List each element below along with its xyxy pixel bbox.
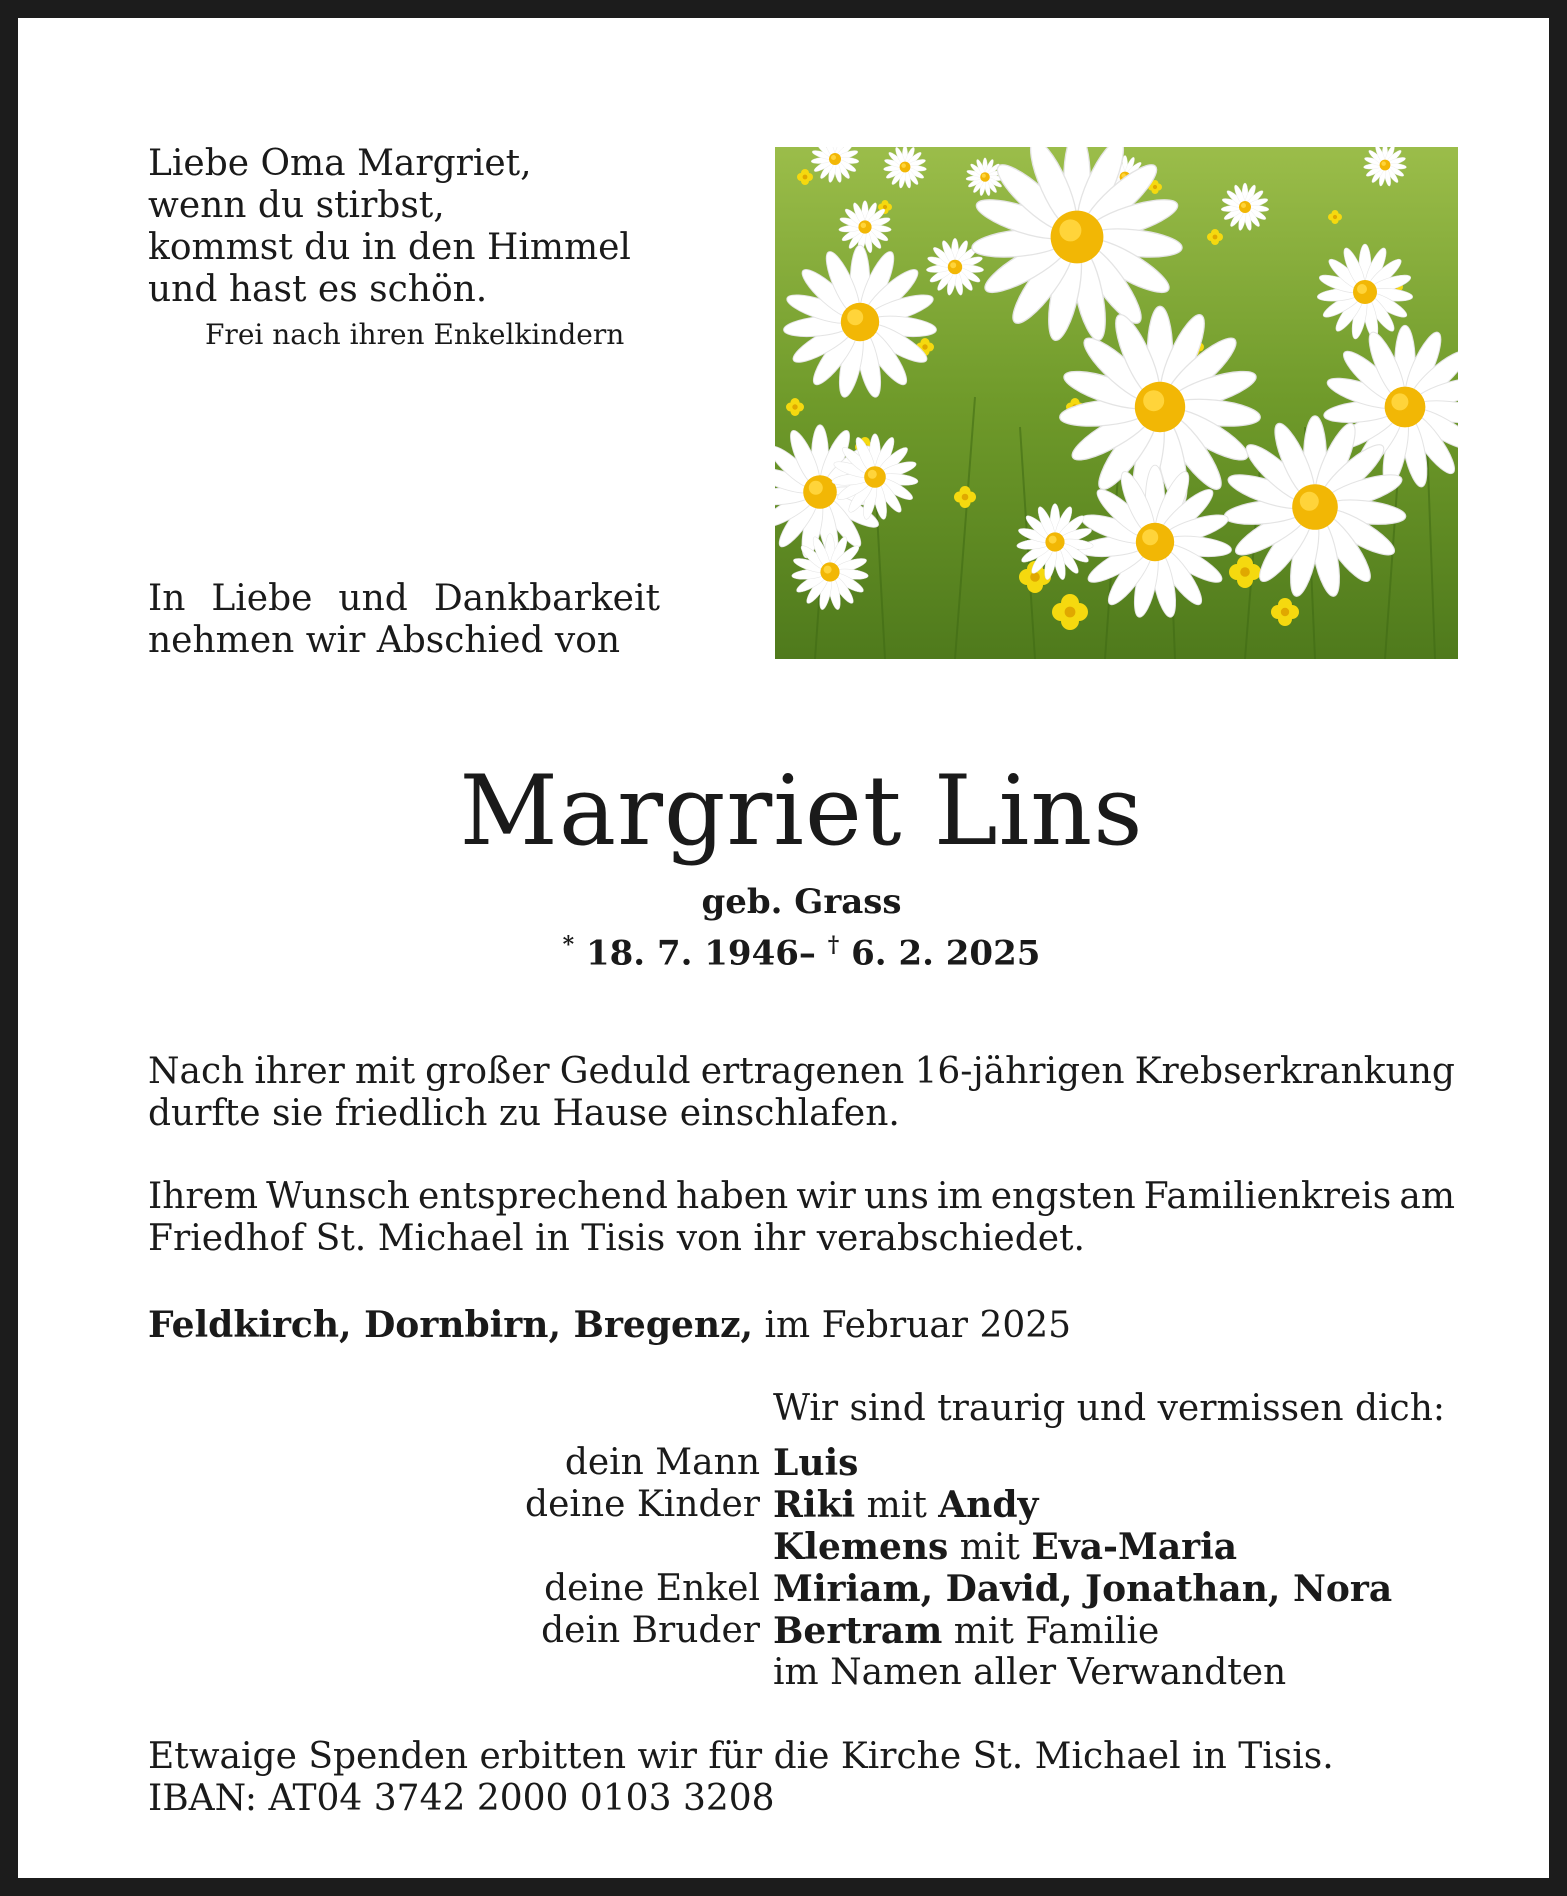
relation-label: dein Bruder [541, 1610, 760, 1651]
relation-label: dein Mann [564, 1442, 760, 1483]
word: Dankbarkeit [433, 578, 660, 619]
word: mit [354, 1051, 416, 1092]
connector: mit Familie [953, 1611, 1160, 1652]
paragraph-funeral [148, 1176, 1455, 1260]
iban: IBAN: AT04 3742 2000 0103 3208 [148, 1778, 775, 1819]
dash: – [798, 933, 816, 974]
mourner-name: Eva-Maria [1031, 1526, 1238, 1568]
death-date: 6. 2. 2025 [851, 933, 1041, 974]
word: Liebe [211, 578, 313, 619]
deceased-name: Margriet Lins [459, 755, 1144, 867]
month-year: im Februar 2025 [764, 1305, 1072, 1346]
word: engsten [990, 1176, 1136, 1217]
word: großer [425, 1051, 550, 1092]
mourner-row-grandchildren [18, 1568, 1567, 1610]
relation-label: deine Enkel [544, 1568, 760, 1609]
mourner-names [773, 1442, 858, 1484]
place-and-date [148, 1304, 1071, 1347]
farewell-line: nehmen wir Abschied von [148, 620, 621, 661]
mourner-row-children-2 [18, 1526, 1567, 1568]
places: Feldkirch, Dornbirn, Bregenz, [148, 1304, 754, 1346]
paragraph-line-justified [148, 1051, 1455, 1093]
word: im [936, 1176, 983, 1217]
farewell-text [148, 578, 660, 662]
mourner-names [773, 1484, 1038, 1526]
word: Ihrem [148, 1176, 259, 1217]
connector: mit [959, 1527, 1020, 1568]
poem [148, 143, 668, 353]
mourner-names [773, 1568, 1392, 1610]
word: und [338, 578, 408, 619]
word: In [148, 578, 186, 619]
mourners-list [18, 1442, 1567, 1694]
mourner-name: Riki [773, 1484, 856, 1526]
word: Familienkreis [1143, 1176, 1392, 1217]
mourner-names [773, 1526, 1237, 1568]
mourner-names [773, 1610, 1159, 1652]
word: Krebserkrankung [1134, 1051, 1455, 1092]
poem-attribution: Frei nach ihren Enkelkindern [205, 318, 625, 351]
relation-label-empty [18, 1652, 760, 1694]
mourner-row-relatives [18, 1652, 1567, 1694]
cross-mark: † [827, 932, 840, 958]
relation-label: deine Kinder [525, 1484, 760, 1525]
word: entsprechend [418, 1176, 668, 1217]
mourner-row-brother [18, 1610, 1567, 1652]
word: haben [676, 1176, 789, 1217]
farewell-line-justified [148, 578, 660, 620]
word: ihrer [254, 1051, 345, 1092]
donation-text: Etwaige Spenden erbitten wir für die Kirche St. Michael in Tisis. [148, 1736, 1334, 1777]
mourner-name: Luis [773, 1442, 859, 1484]
daisy-meadow-photo [775, 147, 1458, 659]
relation-label-empty [18, 1526, 760, 1568]
daisy-meadow-image [775, 147, 1458, 659]
life-dates [18, 925, 1567, 973]
paragraph-line-justified [148, 1176, 1455, 1218]
paragraph-line: durfte sie friedlich zu Hause einschlafen. [148, 1093, 900, 1134]
birth-date: 18. 7. 1946 [585, 933, 799, 974]
poem-line: Liebe Oma Margriet, [148, 143, 532, 184]
paragraph-illness [148, 1051, 1455, 1135]
mourner-row-children [18, 1484, 1567, 1526]
word: Wunsch [266, 1176, 410, 1217]
word: Nach [148, 1051, 245, 1092]
mourner-name: Miriam, David, Jonathan, Nora [773, 1568, 1393, 1610]
mourner-name: Bertram [773, 1610, 943, 1652]
poem-line: und hast es schön. [148, 269, 488, 310]
maiden-name: geb. Grass [701, 882, 902, 922]
word: wir [796, 1176, 856, 1217]
relatives-text: im Namen aller Verwandten [773, 1652, 1287, 1693]
born-mark: * [562, 932, 575, 958]
poem-line: kommst du in den Himmel [148, 227, 631, 268]
word: Geduld [559, 1051, 691, 1092]
mourners-heading: Wir sind traurig und vermissen dich: [773, 1388, 1446, 1429]
word: 16-jährigen [914, 1051, 1125, 1092]
word: am [1399, 1176, 1455, 1217]
mourner-name: Andy [938, 1484, 1039, 1526]
paragraph-line: Friedhof St. Michael in Tisis von ihr verabschiedet. [148, 1218, 1085, 1259]
connector: mit [866, 1485, 927, 1526]
mourner-name: Klemens [773, 1526, 949, 1568]
word: ertragenen [700, 1051, 905, 1092]
poem-line: wenn du stirbst, [148, 185, 445, 226]
donation-note [148, 1736, 1334, 1820]
word: uns [863, 1176, 929, 1217]
mourner-row-husband [18, 1442, 1567, 1484]
